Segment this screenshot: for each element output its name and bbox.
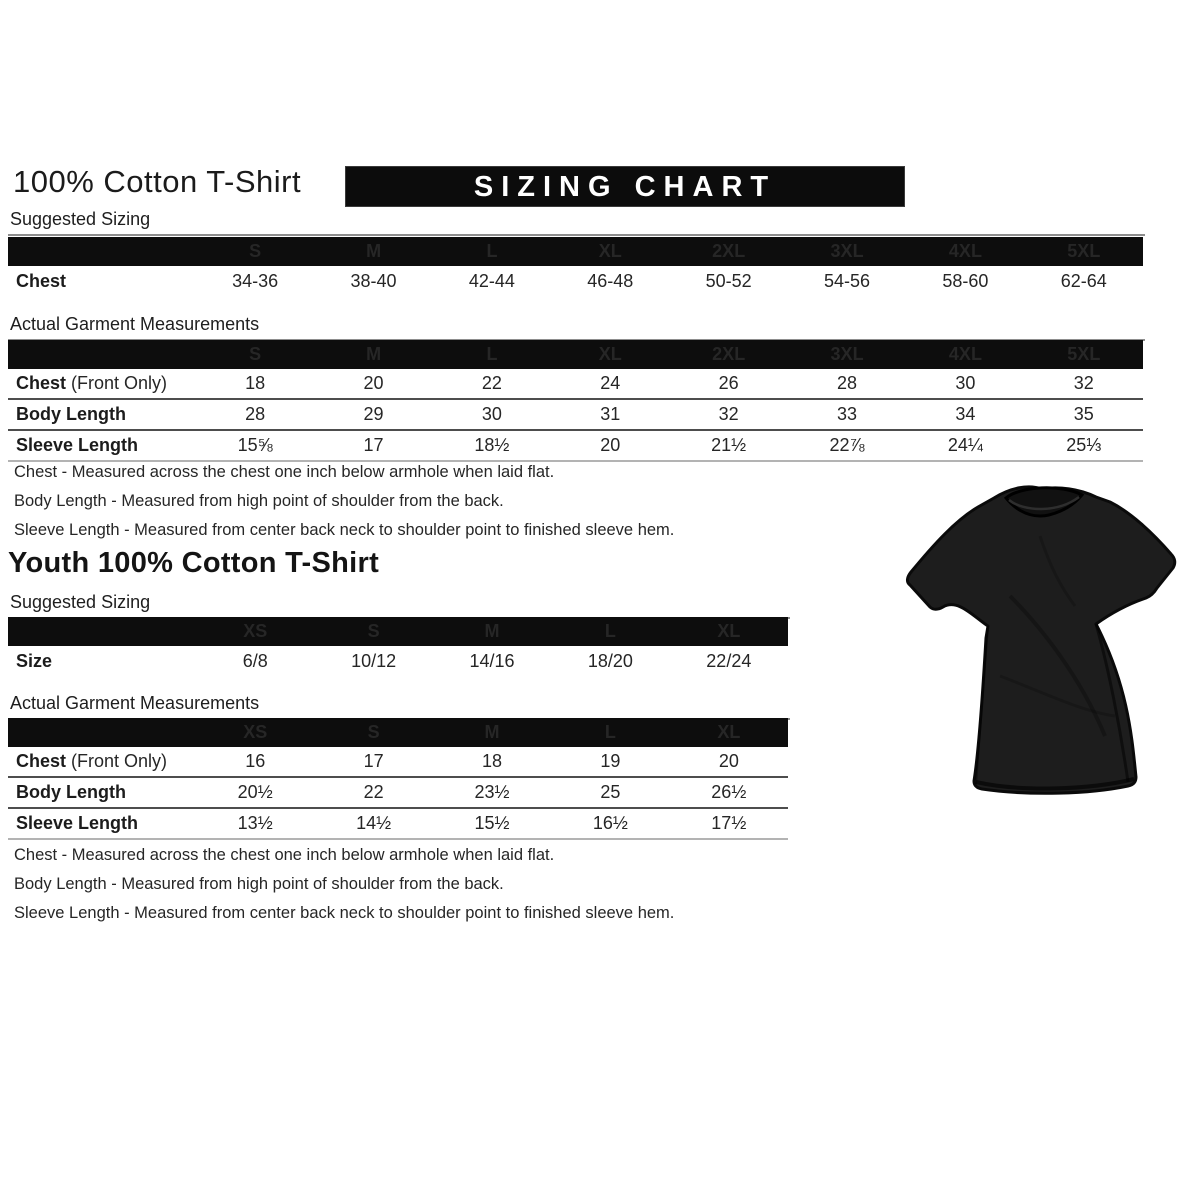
- note-body-length: Body Length - Measured from high point of shoulder from the back.: [14, 875, 504, 893]
- note-sleeve-length: Sleeve Length - Measured from center back neck to shoulder point to finished sleeve hem.: [14, 904, 675, 922]
- table-cell: 32: [718, 404, 739, 424]
- table-cell: 17: [363, 751, 384, 771]
- column-header: S: [367, 722, 380, 742]
- sizing-chart-banner: SIZING CHART: [345, 166, 905, 207]
- table-cell: 34: [955, 404, 976, 424]
- column-header: XL: [598, 344, 622, 364]
- table-cell: 25⅓: [1066, 435, 1102, 455]
- table-cell: 20: [363, 373, 384, 393]
- adult-notes: [14, 458, 674, 545]
- table-cell: 16½: [592, 813, 628, 833]
- row-label: Sleeve Length: [16, 813, 139, 833]
- column-header: M: [366, 241, 382, 261]
- row-label: Chest (Front Only): [16, 751, 168, 771]
- table-cell: 38-40: [350, 271, 397, 291]
- table-cell: 17½: [711, 813, 747, 833]
- column-header: XS: [243, 722, 268, 742]
- table-cell: 28: [245, 404, 266, 424]
- table-cell: 22⅞: [829, 435, 865, 455]
- table-cell: 14½: [356, 813, 392, 833]
- table-cell: 42-44: [468, 271, 515, 291]
- row-label: Chest (Front Only): [16, 373, 168, 393]
- table-cell: 26: [718, 373, 739, 393]
- table-cell: 29: [363, 404, 384, 424]
- table-cell: 22: [363, 782, 384, 802]
- table-cell: 20: [600, 435, 621, 455]
- adult-suggested-sizing-label: Suggested Sizing: [8, 209, 1145, 236]
- table-cell: 6/8: [242, 651, 268, 671]
- row-label: Body Length: [16, 404, 126, 424]
- table-row: [8, 747, 788, 778]
- table-row: [8, 646, 788, 677]
- table-cell: 24¼: [947, 435, 983, 455]
- column-header: 3XL: [830, 344, 864, 364]
- youth-notes: [14, 841, 674, 928]
- column-header: 5XL: [1067, 344, 1101, 364]
- table-cell: 18: [245, 373, 266, 393]
- row-label: Size: [16, 651, 53, 671]
- column-header: M: [484, 722, 500, 742]
- column-header: M: [366, 344, 382, 364]
- table-cell: 18: [482, 751, 503, 771]
- column-header: 4XL: [948, 241, 982, 261]
- column-header: S: [249, 344, 262, 364]
- table-cell: 20½: [237, 782, 273, 802]
- table-cell: 17: [363, 435, 384, 455]
- table-cell: 30: [481, 404, 502, 424]
- column-header: M: [484, 621, 500, 641]
- table-cell: 18/20: [587, 651, 633, 671]
- youth-suggested-sizing-table: [8, 617, 788, 677]
- column-header: S: [367, 621, 380, 641]
- table-cell: 26½: [711, 782, 747, 802]
- table-header-row: [8, 237, 1143, 266]
- table-header-row: [8, 617, 788, 646]
- table-cell: 30: [955, 373, 976, 393]
- table-cell: 32: [1073, 373, 1094, 393]
- column-header: L: [486, 344, 498, 364]
- column-header: 4XL: [948, 344, 982, 364]
- column-header: S: [249, 241, 262, 261]
- note-sleeve-length: Sleeve Length - Measured from center back neck to shoulder point to finished sleeve hem.: [14, 521, 675, 539]
- column-header: XL: [598, 241, 622, 261]
- adult-measurements-label: Actual Garment Measurements: [8, 314, 1145, 341]
- row-label: Chest: [16, 271, 67, 291]
- table-row: [8, 778, 788, 809]
- column-header: XL: [717, 722, 741, 742]
- table-cell: 15⅝: [237, 435, 273, 455]
- table-cell: 35: [1073, 404, 1094, 424]
- youth-measurements-label: Actual Garment Measurements: [8, 693, 790, 720]
- adult-suggested-sizing-table: [8, 237, 1143, 297]
- row-label: Sleeve Length: [16, 435, 139, 455]
- youth-measurements-table: [8, 718, 788, 840]
- table-cell: 16: [245, 751, 266, 771]
- table-header-row: [8, 718, 788, 747]
- table-header-row: [8, 340, 1143, 369]
- table-cell: 24: [600, 373, 621, 393]
- column-header: 2XL: [712, 344, 746, 364]
- adult-measurements-table: [8, 340, 1143, 462]
- table-cell: 46-48: [587, 271, 634, 291]
- table-row: [8, 369, 1143, 400]
- table-cell: 22: [481, 373, 502, 393]
- table-cell: 33: [837, 404, 858, 424]
- row-label: Body Length: [16, 782, 126, 802]
- column-header: 3XL: [830, 241, 864, 261]
- table-cell: 15½: [474, 813, 510, 833]
- table-cell: 34-36: [232, 271, 279, 291]
- column-header: 5XL: [1067, 241, 1101, 261]
- table-cell: 21½: [711, 435, 747, 455]
- table-cell: 25: [600, 782, 621, 802]
- column-header: XS: [243, 621, 268, 641]
- note-body-length: Body Length - Measured from high point of shoulder from the back.: [14, 492, 504, 510]
- black-tshirt-image: [890, 476, 1195, 811]
- table-cell: 50-52: [705, 271, 752, 291]
- table-cell: 62-64: [1060, 271, 1107, 291]
- note-chest: Chest - Measured across the chest one inch below armhole when laid flat.: [14, 846, 555, 864]
- page-title: 100% Cotton T-Shirt: [13, 164, 302, 199]
- table-cell: 18½: [474, 435, 510, 455]
- youth-suggested-sizing-label: Suggested Sizing: [8, 592, 790, 619]
- table-row: [8, 400, 1143, 431]
- table-cell: 23½: [474, 782, 510, 802]
- column-header: XL: [717, 621, 741, 641]
- table-cell: 31: [600, 404, 621, 424]
- table-cell: 19: [600, 751, 621, 771]
- table-cell: 28: [837, 373, 858, 393]
- table-cell: 20: [718, 751, 739, 771]
- column-header: L: [604, 621, 616, 641]
- youth-title: Youth 100% Cotton T-Shirt: [8, 547, 380, 579]
- table-cell: 58-60: [942, 271, 989, 291]
- table-row: [8, 266, 1143, 297]
- column-header: L: [486, 241, 498, 261]
- column-header: 2XL: [712, 241, 746, 261]
- table-row: [8, 809, 788, 840]
- table-cell: 14/16: [469, 651, 515, 671]
- table-cell: 54-56: [824, 271, 871, 291]
- table-cell: 13½: [237, 813, 273, 833]
- table-cell: 22/24: [706, 651, 752, 671]
- note-chest: Chest - Measured across the chest one inch below armhole when laid flat.: [14, 463, 555, 481]
- table-cell: 10/12: [351, 651, 397, 671]
- column-header: L: [604, 722, 616, 742]
